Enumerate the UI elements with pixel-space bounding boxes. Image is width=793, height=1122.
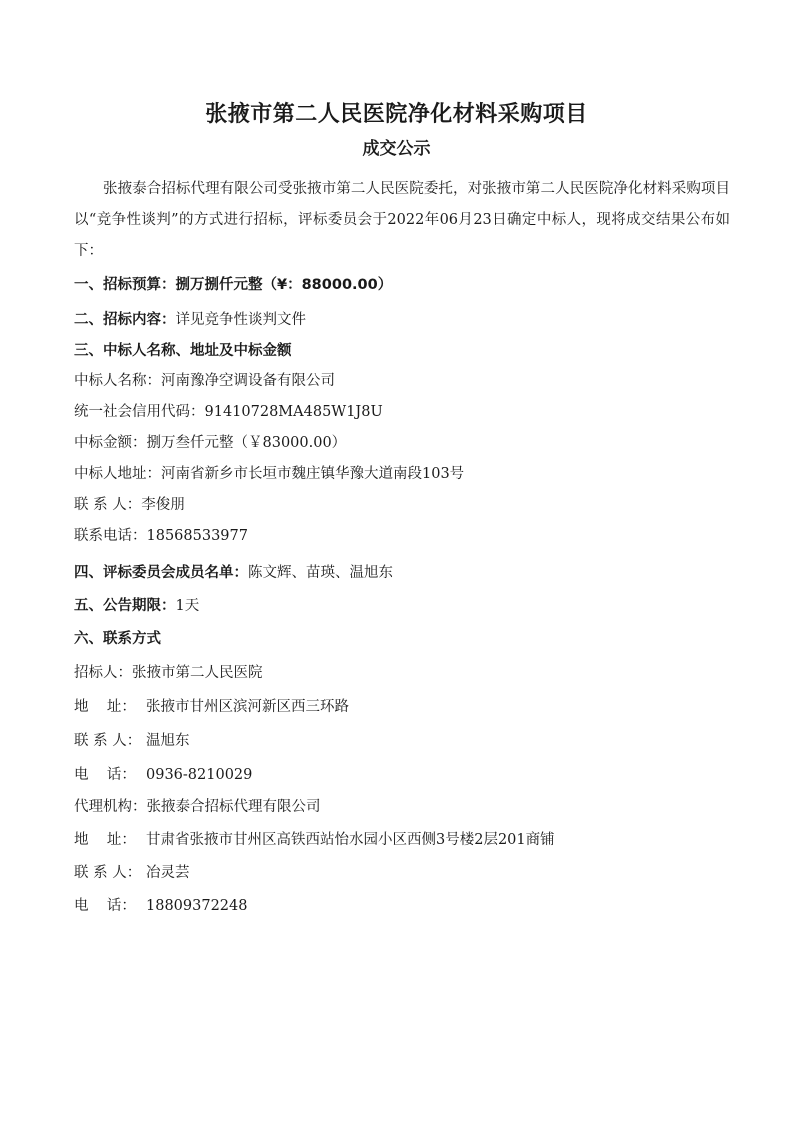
agency-contact-line xyxy=(74,862,734,884)
tenderer-contact-line xyxy=(74,730,734,752)
tenderer-address-label: 地 址： xyxy=(74,699,136,715)
winner-credit-value: 91410728MA485W1J8U xyxy=(204,404,383,420)
period-line xyxy=(74,595,734,617)
tenderer-label: 招标人： xyxy=(74,665,132,681)
agency-contact-value: 冶灵芸 xyxy=(146,865,190,881)
document-subtitle: 成交公示 xyxy=(362,139,431,159)
winner-credit-line xyxy=(74,401,734,423)
winner-address-label: 中标人地址： xyxy=(74,466,161,482)
agency-phone-label: 电 话： xyxy=(74,898,136,914)
budget-heading: 一、招标预算： xyxy=(74,277,176,293)
tenderer-phone-label: 电 话： xyxy=(74,767,136,783)
contacts-heading: 六、联系方式 xyxy=(74,631,161,647)
agency-phone-line xyxy=(74,895,734,917)
period-heading: 五、公告期限： xyxy=(74,598,176,614)
winner-address-line xyxy=(74,463,734,485)
tenderer-contact-value: 温旭东 xyxy=(146,733,190,749)
intro-paragraph: 张掖泰合招标代理有限公司受张掖市第二人民医院委托，对张掖市第二人民医院净化材料采购项目以“竞争性谈判”的方式进行招标，评标委员会于2022年06月23日确定中标人，现将成交结果公布如下： xyxy=(74,181,730,259)
tenderer-address-line xyxy=(74,696,734,718)
winner-heading: 三、中标人名称、地址及中标金额 xyxy=(74,343,292,359)
winner-phone-label: 联系电话： xyxy=(74,528,147,544)
content-heading: 二、招标内容： xyxy=(74,312,176,328)
winner-phone-value: 18568533977 xyxy=(146,528,248,544)
agency-phone-value: 18809372248 xyxy=(146,898,248,914)
committee-value: 陈文辉、苗瑛、温旭东 xyxy=(248,565,393,581)
winner-amount-label: 中标金额： xyxy=(74,435,147,451)
committee-heading: 四、评标委员会成员名单： xyxy=(74,565,248,581)
agency-address-label: 地 址： xyxy=(74,832,136,848)
tenderer-value: 张掖市第二人民医院 xyxy=(132,665,263,681)
winner-phone-line xyxy=(74,525,734,547)
period-value: 1天 xyxy=(175,598,200,614)
winner-amount-line xyxy=(74,432,734,454)
winner-address-value: 河南省新乡市长垣市魏庄镇华豫大道南段103号 xyxy=(161,466,465,482)
tenderer-phone-value: 0936-8210029 xyxy=(146,767,253,783)
winner-name-label: 中标人名称： xyxy=(74,373,161,389)
content-value: 详见竞争性谈判文件 xyxy=(175,312,306,328)
agency-contact-label: 联 系 人： xyxy=(74,865,142,881)
agency-line xyxy=(74,796,734,818)
tenderer-line xyxy=(74,662,734,684)
committee-line xyxy=(74,562,734,584)
agency-value: 张掖泰合招标代理有限公司 xyxy=(146,799,321,815)
tenderer-contact-label: 联 系 人： xyxy=(74,733,142,749)
winner-name-line xyxy=(74,370,734,392)
agency-address-line xyxy=(74,829,734,851)
winner-name-value: 河南豫净空调设备有限公司 xyxy=(161,373,335,389)
budget-value: 捌万捌仟元整（¥：88000.00） xyxy=(175,277,393,293)
document-title: 张掖市第二人民医院净化材料采购项目 xyxy=(205,102,588,127)
tenderer-phone-line xyxy=(74,764,734,786)
winner-amount-value: 捌万叁仟元整（￥83000.00） xyxy=(146,435,347,451)
tenderer-address-value: 张掖市甘州区滨河新区西三环路 xyxy=(146,699,349,715)
winner-contact-line xyxy=(74,494,734,516)
content-line xyxy=(74,309,734,331)
agency-label: 代理机构： xyxy=(74,799,147,815)
winner-contact-value: 李俊朋 xyxy=(141,497,185,513)
budget-line xyxy=(74,274,734,296)
winner-credit-label: 统一社会信用代码： xyxy=(74,404,205,420)
winner-contact-label: 联 系 人： xyxy=(74,497,142,513)
agency-address-value: 甘肃省张掖市甘州区高铁西站怡水园小区西侧3号楼2层201商铺 xyxy=(146,832,555,848)
